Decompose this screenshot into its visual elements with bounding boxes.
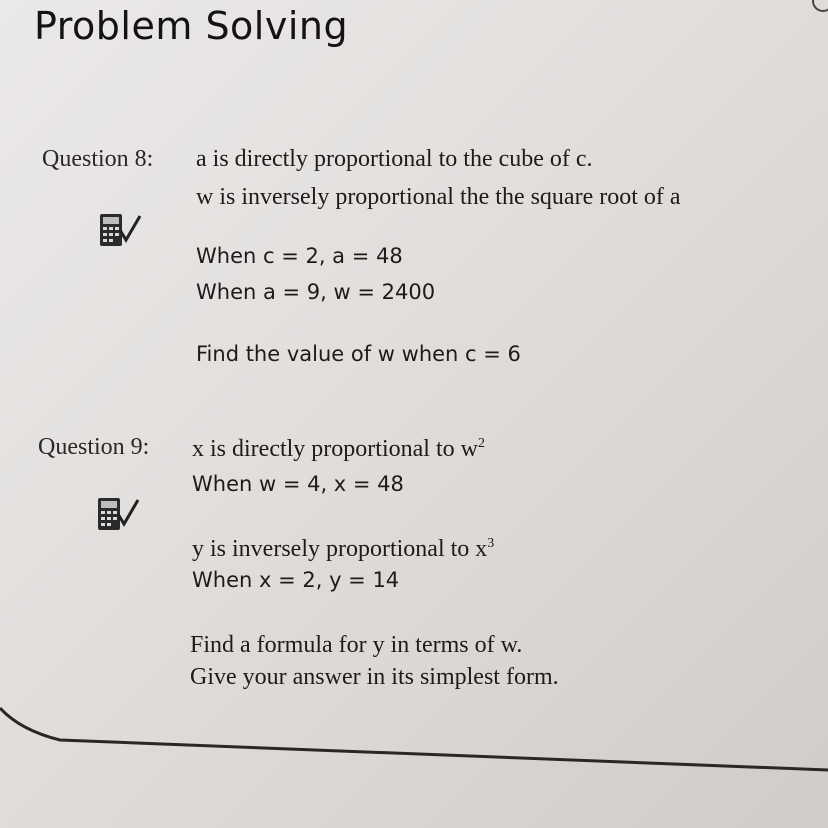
calculator-allowed-icon [96,494,142,534]
calculator-allowed-icon [98,210,144,250]
q9-line-2: When w = 4, x = 48 [192,472,404,496]
q8-line-3: When c = 2, a = 48 [196,244,403,268]
answer-rule-line [0,700,828,790]
q9-line-3: y is inversely proportional to $x^3$ [192,536,495,562]
question-8-label: Question 8: [42,146,154,172]
page-corner-mark [812,0,828,12]
page-title: Problem Solving [34,4,349,48]
q9-line-5: Find a formula for y in terms of w. [190,632,523,658]
q9-line-4: When x = 2, y = 14 [192,568,400,592]
q8-line-1: a is directly proportional to the cube of c. [196,146,593,172]
q8-line-2: w is inversely proportional the the square root of a [196,184,681,210]
q8-line-4: When a = 9, w = 2400 [196,280,436,304]
q9-line-6: Give your answer in its simplest form. [190,664,559,690]
question-9-label: Question 9: [38,434,150,460]
q8-line-5: Find the value of w when c = 6 [196,342,521,366]
q9-line-1: x is directly proportional to $w^2$ [192,436,485,462]
